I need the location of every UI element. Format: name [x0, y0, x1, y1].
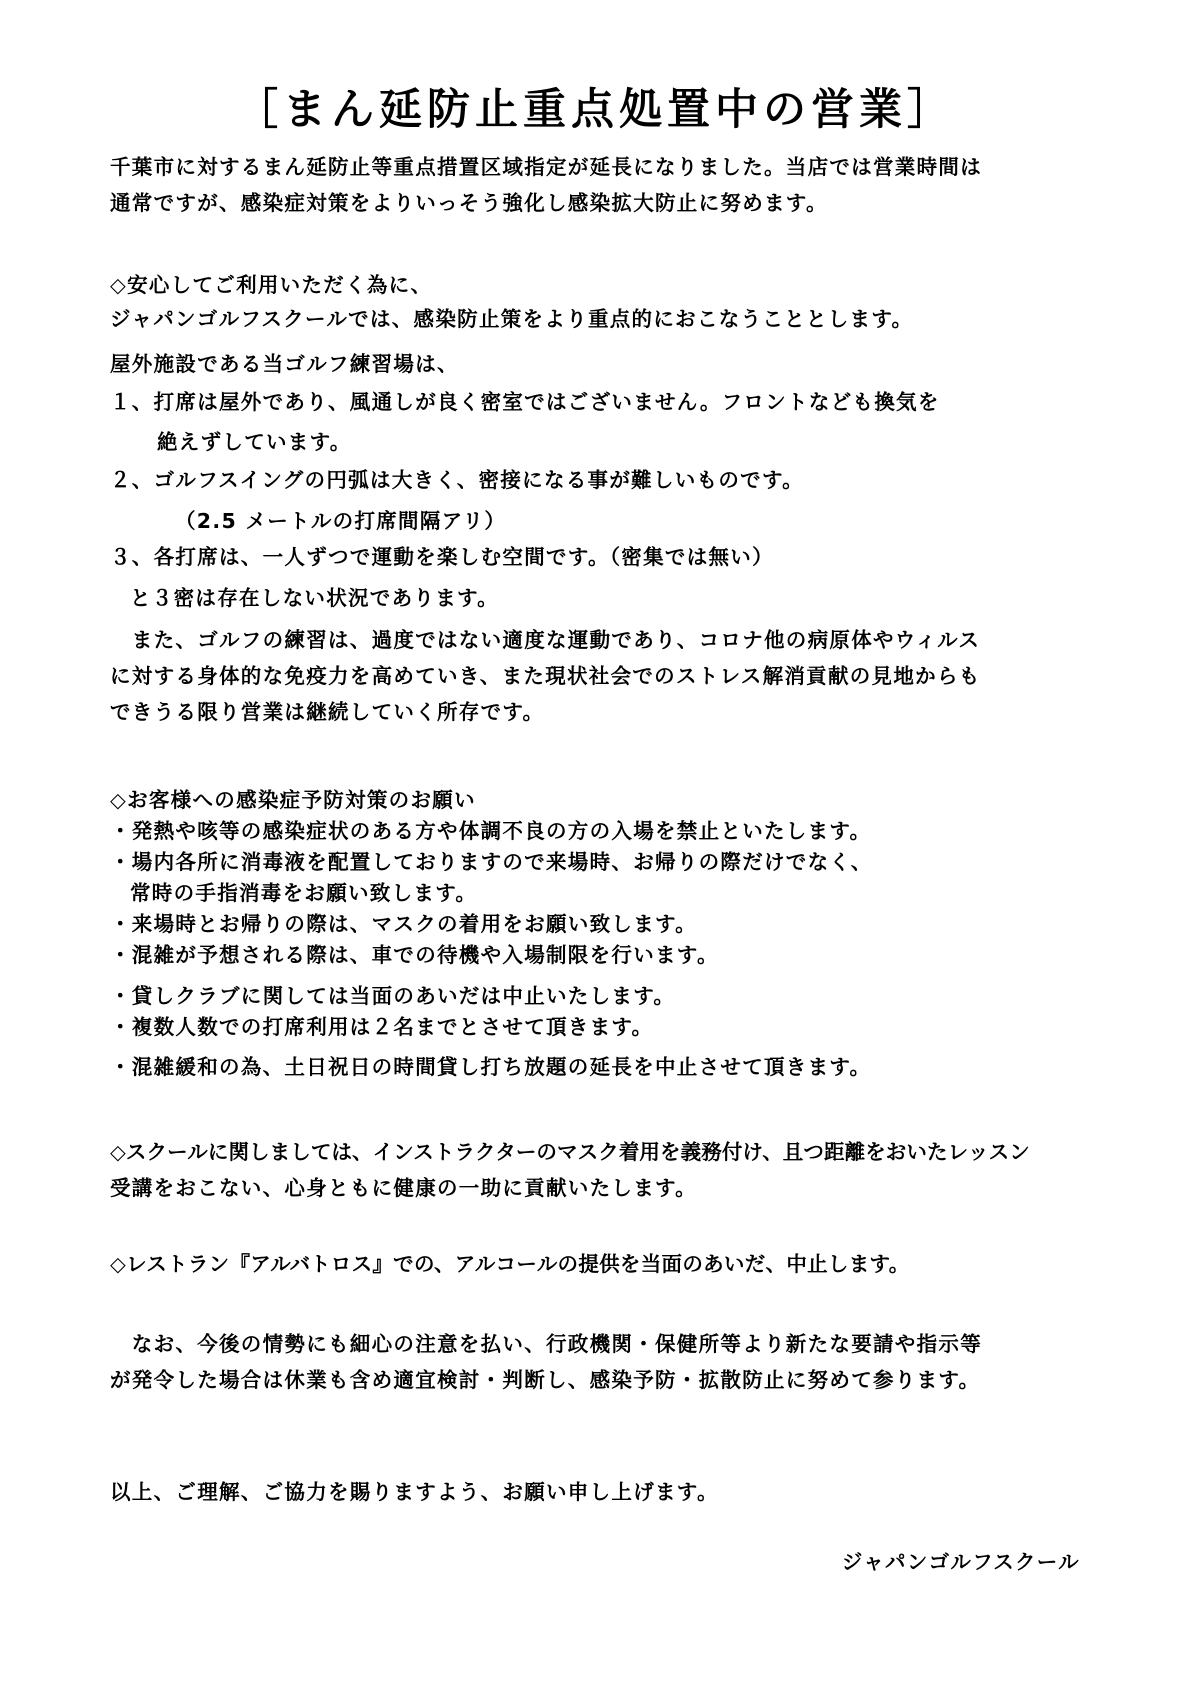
request-bullet-1: ・発熱や咳等の感染症状のある方や体調不良の方の入場を禁止といたします。: [110, 819, 872, 843]
safety-summary: と３密は存在しない状況であります。: [130, 586, 499, 610]
signature: ジャパンゴルフスクール: [841, 1550, 1080, 1574]
safety-item-3: ３、各打席は、一人ずつで運動を楽しむ空間です。（密集では無い）: [110, 545, 774, 569]
request-bullet-3: ・来場時とお帰りの際は、マスクの着用をお願い致します。: [110, 912, 697, 936]
safety-item-2-continued: （2.5 メートルの打席間隔アリ）: [175, 509, 507, 533]
school-line-1: ◇スクールに関しましては、インストラクターのマスク着用を義務付け、且つ距離をおいたレッスン: [110, 1140, 1030, 1164]
restaurant-notice: ◇レストラン『アルバトロス』での、アルコールの提供を当面のあいだ、中止します。: [110, 1252, 910, 1276]
safety-item-2: ２、ゴルフスイングの円弧は大きく、密接になる事が難しいものです。: [110, 468, 804, 492]
request-bullet-6: ・複数人数での打席利用は２名までとさせて頂きます。: [110, 1015, 654, 1039]
section-safety-line-1: ジャパンゴルフスクールでは、感染防止策をより重点的におこなうこととします。: [110, 307, 914, 331]
safety-item-1-continued: 絶えずしています。: [157, 430, 352, 454]
request-bullet-2: ・場内各所に消毒液を配置しておりますので来場時、お帰りの際だけでなく、: [110, 850, 873, 874]
safety-item-1: １、打席は屋外であり、風通しが良く密室ではございません。フロントなども換気を: [110, 390, 940, 414]
safety-paragraph-line-3: できうる限り営業は継続していく所存です。: [110, 700, 545, 724]
intro-line-2: 通常ですが、感染症対策をよりいっそう強化し感染拡大防止に努めます。: [110, 191, 828, 215]
safety-paragraph-line-1: また、ゴルフの練習は、過度ではない適度な運動であり、コロナ他の病原体やウィルス: [110, 628, 981, 652]
safety-paragraph-line-2: に対する身体的な免疫力を高めていき、また現状社会でのストレス解消貢献の見地からも: [110, 664, 981, 688]
document-title: ［まん延防止重点処置中の営業］: [235, 85, 955, 135]
closing-line-1: なお、今後の情勢にも細心の注意を払い、行政機関・保健所等より新たな要請や指示等: [110, 1332, 982, 1356]
section-safety-heading: ◇安心してご利用いただく為に、: [110, 273, 433, 297]
request-bullet-2-continued: 常時の手指消毒をお願い致します。: [130, 881, 478, 905]
section-request-heading: ◇お客様への感染症予防対策のお願い: [110, 788, 476, 812]
section-safety-line-2: 屋外施設である当ゴルフ練習場は、: [110, 352, 459, 376]
closing-line-2: が発令した場合は休業も含め適宜検討・判断し、感染予防・拡散防止に努めて参ります。: [110, 1368, 981, 1392]
school-line-2: 受講をおこない、心身ともに健康の一助に貢献いたします。: [110, 1176, 697, 1200]
request-bullet-4: ・混雑が予想される際は、車での待機や入場制限を行います。: [110, 943, 719, 967]
intro-line-1: 千葉市に対するまん延防止等重点措置区域指定が延長になりました。当店では営業時間は: [110, 155, 982, 179]
request-bullet-5: ・貸しクラブに関しては当面のあいだは中止いたします。: [110, 984, 676, 1008]
final-request: 以上、ご理解、ご協力を賜りますよう、お願い申し上げます。: [110, 1480, 719, 1504]
request-bullet-7: ・混雑緩和の為、土日祝日の時間貸し打ち放題の延長を中止させて頂きます。: [110, 1055, 872, 1079]
